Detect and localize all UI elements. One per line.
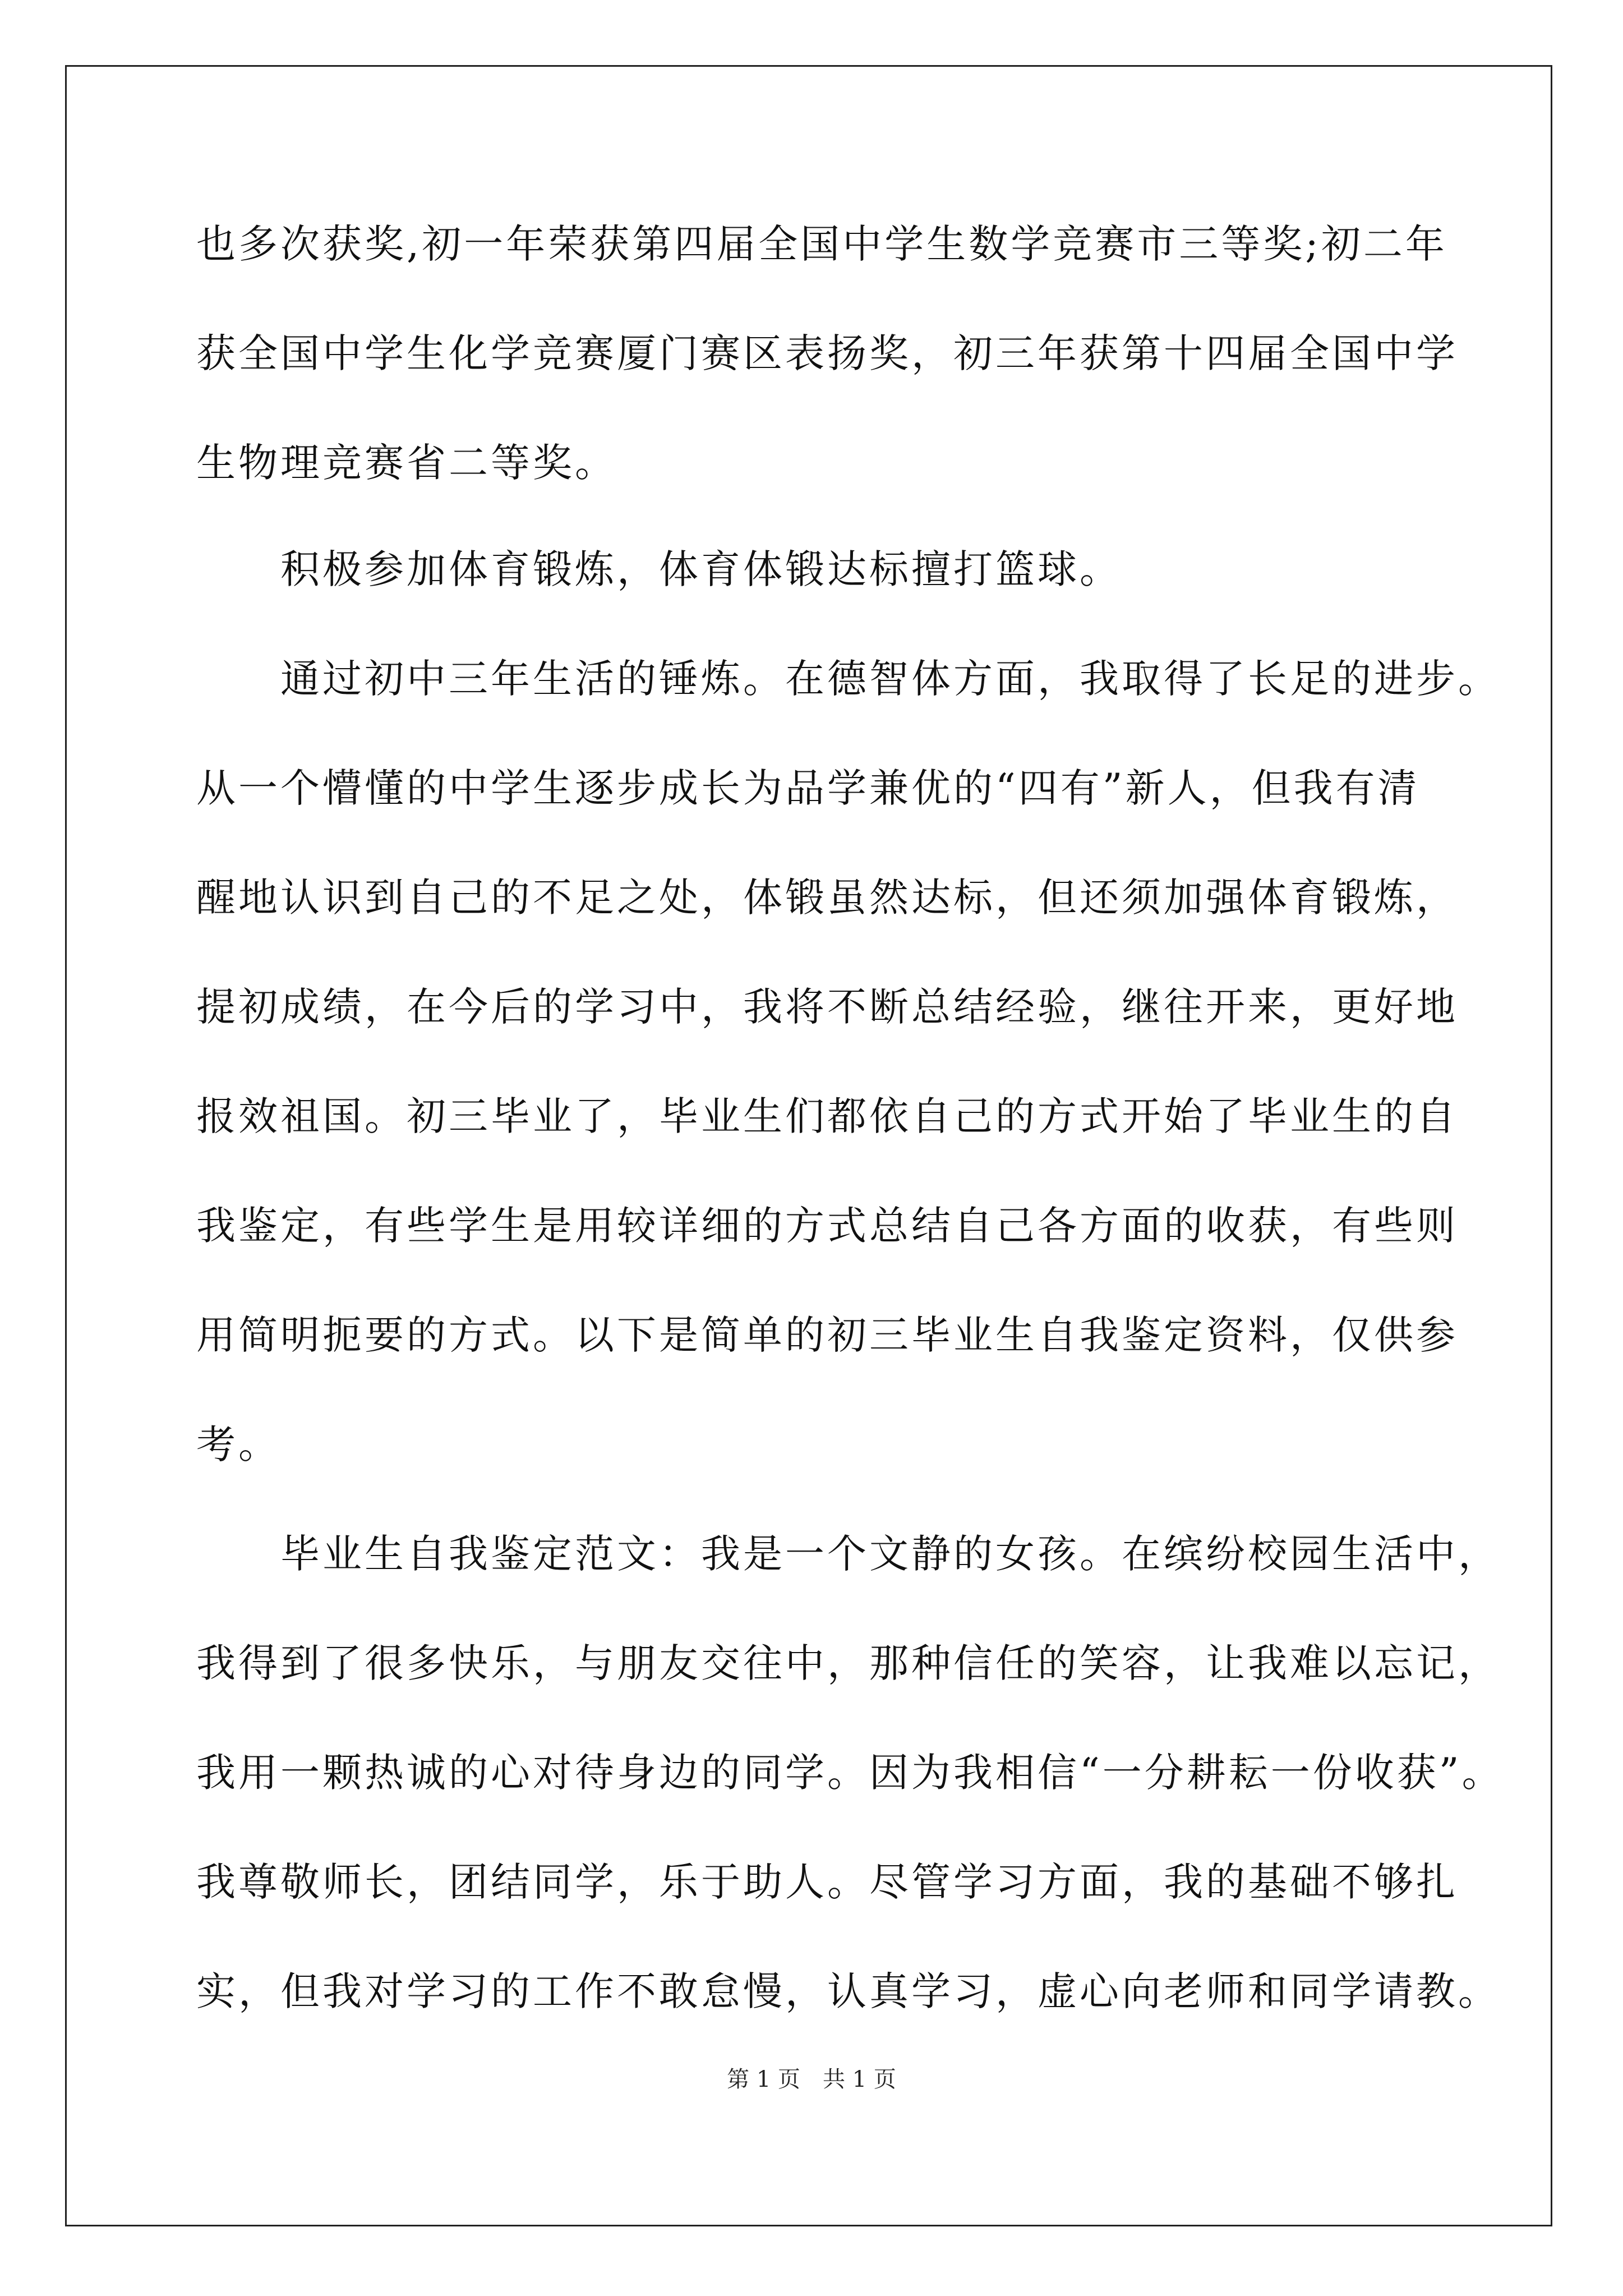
paragraph-start-line: 毕业生自我鉴定范文：我是一个文静的女孩。在缤纷校园生活中，	[280, 1531, 1500, 1577]
text-line: 我用一颗热诚的心对待身边的同学。因为我相信“一分耕耘一份收获”。	[196, 1750, 1504, 1796]
page-footer: 第 1 页 共 1 页	[727, 2067, 896, 2092]
text-line: 我得到了很多快乐，与朋友交往中，那种信任的笑容，让我难以忘记，	[196, 1640, 1500, 1686]
paragraph-start-line: 通过初中三年生活的锤炼。在德智体方面，我取得了长足的进步。	[280, 656, 1500, 702]
text-line: 实，但我对学习的工作不敢怠慢，认真学习，虚心向老师和同学请教。	[196, 1968, 1500, 2014]
text-line: 生物理竞赛省二等奖。	[196, 440, 617, 486]
text-line: 从一个懵懂的中学生逐步成长为品学兼优的“四有”新人，但我有清	[196, 765, 1420, 811]
text-line: 考。	[196, 1421, 280, 1467]
text-line: 我尊敬师长，团结同学，乐于助人。尽管学习方面，我的基础不够扎	[196, 1859, 1458, 1905]
text-line: 用简明扼要的方式。以下是简单的初三毕业生自我鉴定资料，仅供参	[196, 1312, 1458, 1358]
paragraph-start-line: 积极参加体育锻炼，体育体锻达标擅打篮球。	[280, 546, 1122, 592]
text-line: 获全国中学生化学竞赛厦门赛区表扬奖，初三年获第十四届全国中学	[196, 330, 1458, 376]
text-line: 报效祖国。初三毕业了，毕业生们都依自己的方式开始了毕业生的自	[196, 1093, 1458, 1139]
text-line: 提初成绩，在今后的学习中，我将不断总结经验，继往开来，更好地	[196, 984, 1458, 1030]
text-line: 也多次获奖,初一年荣获第四届全国中学生数学竞赛市三等奖;初二年	[196, 221, 1447, 267]
text-line: 醒地认识到自己的不足之处，体锻虽然达标，但还须加强体育锻炼，	[196, 875, 1458, 921]
text-line: 我鉴定，有些学生是用较详细的方式总结自己各方面的收获，有些则	[196, 1203, 1458, 1249]
